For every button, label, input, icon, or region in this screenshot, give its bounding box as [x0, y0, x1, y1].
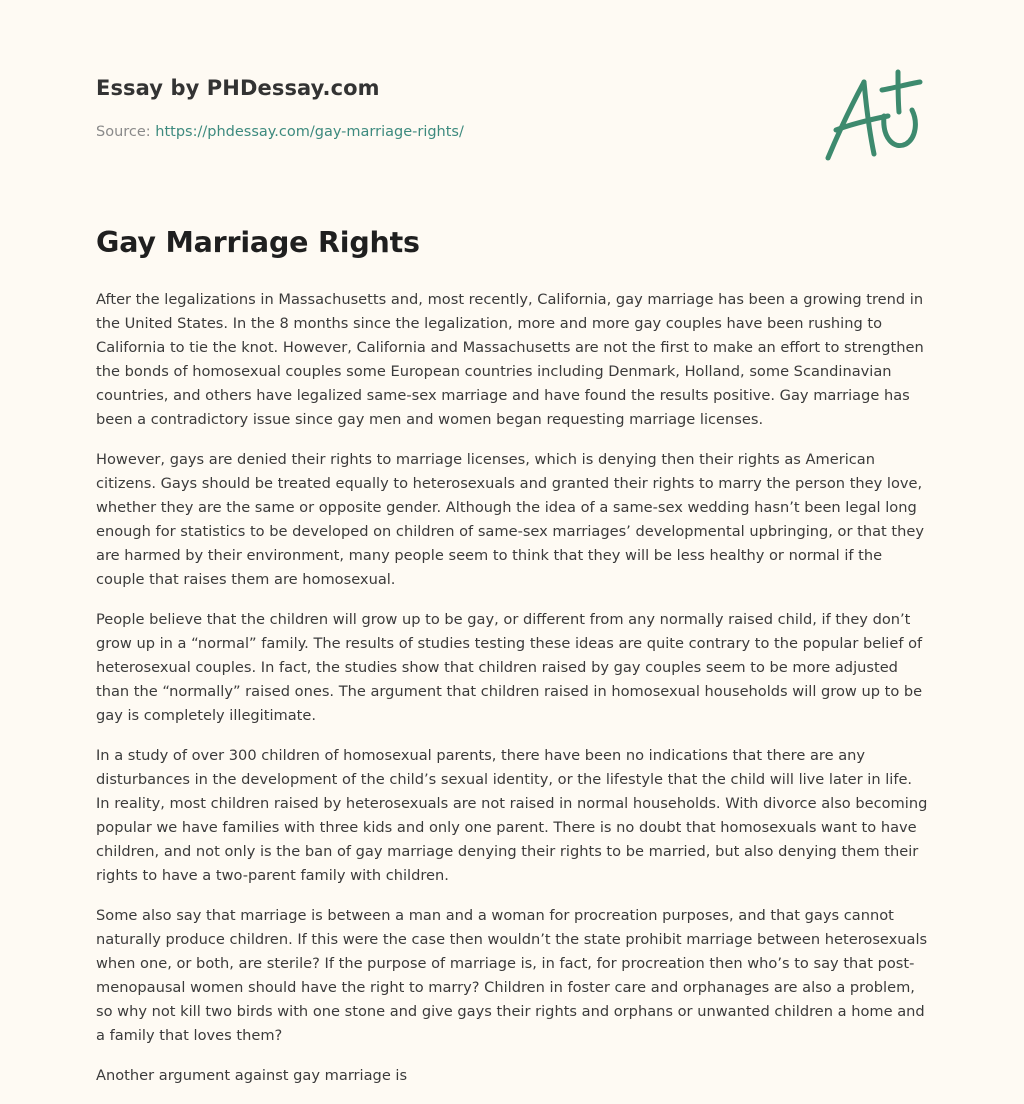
- essay-paragraph: In a study of over 300 children of homosexual parents, there have been no indications that there are any disturbances in the development of the child’s sexual identity, or the lifestyle that the child will live later in life. In reality, most children raised by heterosexuals are not raised in normal households. With divorce also becoming popular we have families with three kids and only one parent. There is no doubt that homosexuals want to have children, and not only is the ban of gay marriage denying their rights to be married, but also denying them their rights to have a two-parent family with children.: [96, 747, 928, 884]
- essay-paragraph: People believe that the children will grow up to be gay, or different from any normally raised child, if they don’t grow up in a “normal” family. The results of studies testing these ideas are quite contrary to the popular belief of heterosexual couples. In fact, the studies show that children raised by gay couples seem to be more adjusted than the “normally” raised ones. The argument that children raised in homosexual households will grow up to be gay is completely illegitimate.: [96, 611, 923, 724]
- essay-paragraph: Another argument against gay marriage is: [96, 1067, 408, 1084]
- a-plus-logo-icon: [822, 64, 932, 168]
- site-brand: Essay by PHDessay.com: [96, 76, 380, 100]
- source-label: Source:: [96, 124, 156, 140]
- source-link[interactable]: https://phdessay.com/gay-marriage-rights/: [155, 124, 464, 140]
- essay-body: [96, 288, 930, 1104]
- essay-title: Gay Marriage Rights: [96, 226, 420, 259]
- source-line: [96, 124, 464, 140]
- essay-paragraph: However, gays are denied their rights to marriage licenses, which is denying then their rights as American citizens. Gays should be treated equally to heterosexuals and granted their rights to marry the person they love, whether they are the same or opposite gender. Although the idea of a same-sex wedding hasn’t been legal long enough for statistics to be developed on children of same-sex marriages’ developmental upbringing, or that they are harmed by their environment, many people seem to think that they will be less healthy or normal if the couple that raises them are homosexual.: [96, 451, 924, 588]
- essay-paragraph: Some also say that marriage is between a man and a woman for procreation purposes, and that gays cannot naturally produce children. If this were the case then wouldn’t the state prohibit marriage between heterosexuals when one, or both, are sterile? If the purpose of marriage is, in fact, for procreation then who’s to say that post-menopausal women should have the right to marry? Children in foster care and orphanages are also a problem, so why not kill two birds with one stone and give gays their rights and orphans or unwanted children a home and a family that loves them?: [96, 907, 928, 1044]
- essay-paragraph: After the legalizations in Massachusetts and, most recently, California, gay marriage has been a growing trend in the United States. In the 8 months since the legalization, more and more gay couples have been rushing to California to tie the knot. However, California and Massachusetts are not the first to make an effort to strengthen the bonds of homosexual couples some European countries including Denmark, Holland, some Scandinavian countries, and others have legalized same-sex marriage and have found the results positive. Gay marriage has been a contradictory issue since gay men and women began requesting marriage licenses.: [96, 291, 924, 428]
